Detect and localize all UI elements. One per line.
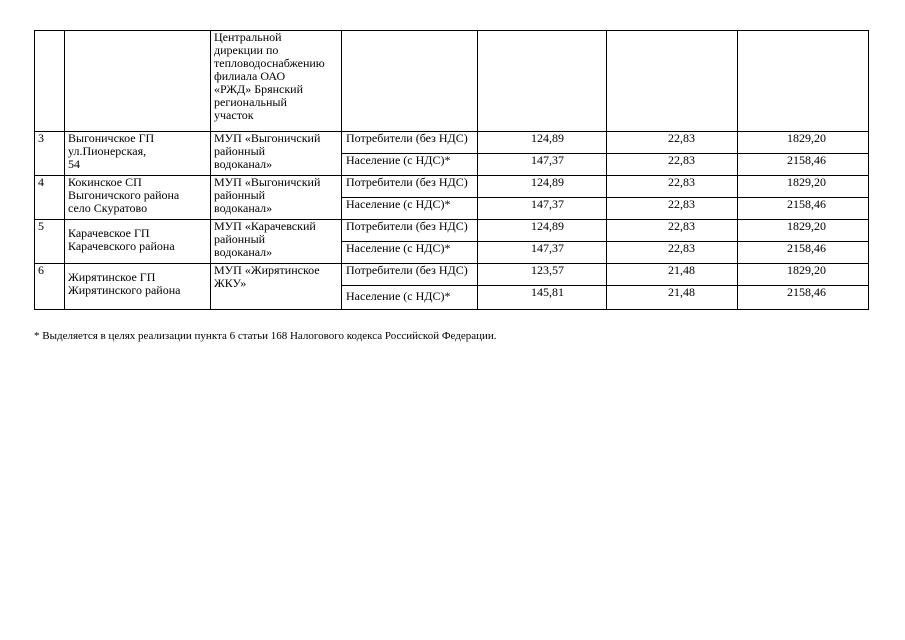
cell-organization: МУП «Выгоничский районный водоканал»: [211, 132, 342, 176]
cell-value: 147,37: [478, 154, 607, 176]
cell-value: 21,48: [607, 286, 738, 310]
cell-value: 22,83: [607, 154, 738, 176]
cell-num: 3: [35, 132, 65, 176]
table-row-continuation: [35, 31, 869, 132]
cell-value: 124,89: [478, 132, 607, 154]
cell-value: 124,89: [478, 176, 607, 198]
cell-settlement: Выгоничское ГП ул.Пионерская, 54: [65, 132, 211, 176]
cell-consumer-label: Потребители (без НДС): [342, 264, 478, 286]
cell-consumer-label: Население (с НДС)*: [342, 286, 478, 310]
cell-value: 22,83: [607, 242, 738, 264]
cell-settlement: Кокинское СП Выгоничского района село Скуратово: [65, 176, 211, 220]
cell-value: 1829,20: [738, 132, 869, 154]
cell-value: 147,37: [478, 198, 607, 220]
cell-value-empty: [478, 31, 607, 132]
cell-value: 124,89: [478, 220, 607, 242]
cell-settlement: Карачевское ГП Карачевского района: [65, 220, 211, 264]
cell-consumer-label: Население (с НДС)*: [342, 242, 478, 264]
cell-organization: МУП «Жирятинское ЖКУ»: [211, 264, 342, 310]
cell-value: 123,57: [478, 264, 607, 286]
cell-value: 2158,46: [738, 286, 869, 310]
table-row: [35, 132, 869, 154]
cell-num: 6: [35, 264, 65, 310]
cell-value: 21,48: [607, 264, 738, 286]
cell-value: 1829,20: [738, 264, 869, 286]
cell-value: 2158,46: [738, 242, 869, 264]
cell-settlement: Жирятинское ГП Жирятинского района: [65, 264, 211, 310]
cell-consumer-label: Потребители (без НДС): [342, 132, 478, 154]
cell-value-empty: [607, 31, 738, 132]
cell-num: 4: [35, 176, 65, 220]
cell-organization: МУП «Карачевский районный водоканал»: [211, 220, 342, 264]
cell-value: 2158,46: [738, 198, 869, 220]
cell-consumer-label: Население (с НДС)*: [342, 154, 478, 176]
table-row: [35, 220, 869, 242]
cell-value: 1829,20: [738, 220, 869, 242]
cell-organization: МУП «Выгоничский районный водоканал»: [211, 176, 342, 220]
cell-value: 22,83: [607, 132, 738, 154]
cell-value: 147,37: [478, 242, 607, 264]
tariff-table: [34, 30, 869, 310]
table-row: [35, 264, 869, 286]
table-row: [35, 176, 869, 198]
cell-num: 5: [35, 220, 65, 264]
cell-consumer-label: Потребители (без НДС): [342, 220, 478, 242]
cell-value-empty: [738, 31, 869, 132]
footnote: * Выделяется в целях реализации пункта 6 статьи 168 Налогового кодекса Российской Федерации.: [34, 330, 497, 342]
cell-value: 22,83: [607, 198, 738, 220]
cell-value: 2158,46: [738, 154, 869, 176]
cell-settlement-empty: [65, 31, 211, 132]
cell-consumers-empty: [342, 31, 478, 132]
cell-organization: Центральной дирекции по тепловодоснабжению филиала ОАО «РЖД» Брянский региональный участок: [211, 31, 342, 132]
cell-value: 145,81: [478, 286, 607, 310]
cell-num-empty: [35, 31, 65, 132]
cell-value: 1829,20: [738, 176, 869, 198]
cell-value: 22,83: [607, 220, 738, 242]
cell-consumer-label: Потребители (без НДС): [342, 176, 478, 198]
cell-value: 22,83: [607, 176, 738, 198]
cell-consumer-label: Население (с НДС)*: [342, 198, 478, 220]
